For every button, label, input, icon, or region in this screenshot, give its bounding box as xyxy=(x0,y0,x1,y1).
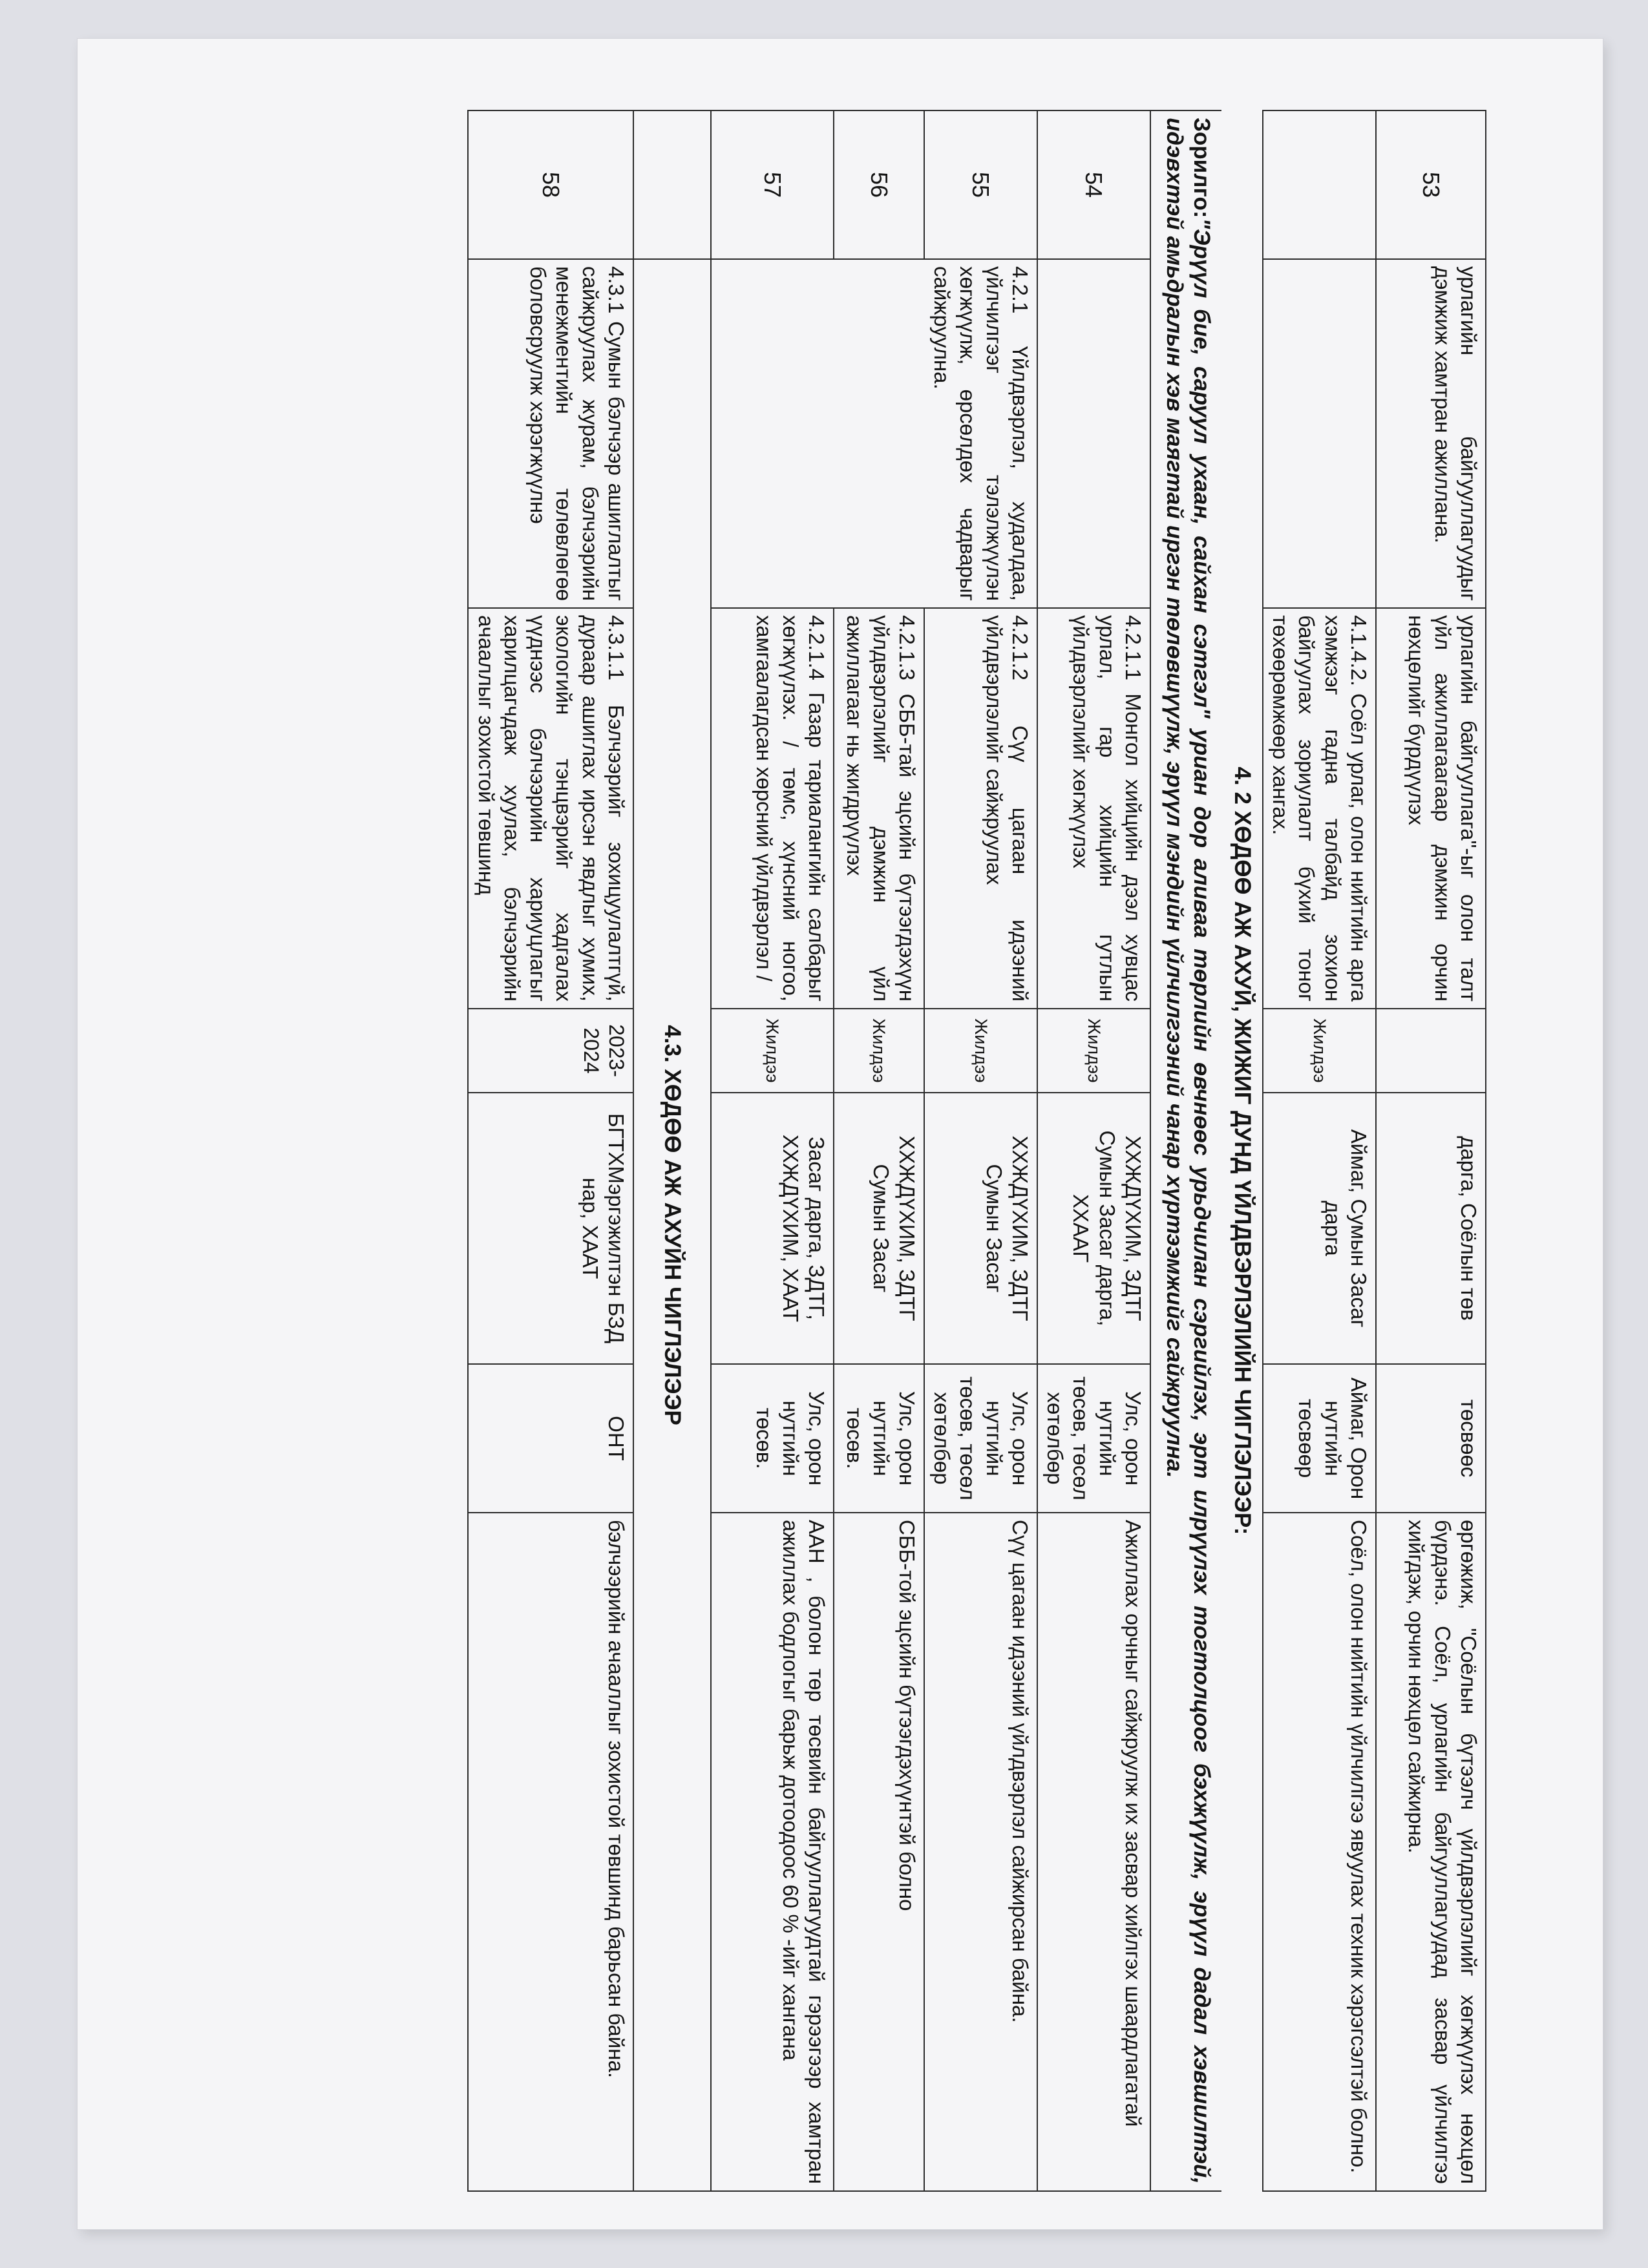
budget-cell: Улс, орон нутгийн төсөв, төсөл хөтөлбөр xyxy=(924,1364,1037,1513)
row-number: 58 xyxy=(468,110,633,259)
goal-row xyxy=(1150,110,1221,2191)
row-number: 54 xyxy=(1037,110,1150,259)
period-cell: 2023-2024 xyxy=(468,1009,633,1093)
result-cell: СББ-той эцсийн бүтээгдэхүүнтэй болно xyxy=(834,1513,924,2191)
budget-cell: Улс, орон нутгийн төсөв. xyxy=(834,1364,924,1513)
measure-cell: 4.2.1.3 СББ-тай эцсийн бүтээгдэхүүн үйлдвэрлэлийг дэмжин үйл ажиллагааг нь жигдрүүлэх xyxy=(834,608,924,1009)
activity-cell: 4.3.1 Сумын бэлчээр ашиглалтыг сайжруулах журам, бэлчээрийн менежментийн төлөвлөгөө боловсруулж хэрэгжүүлнэ xyxy=(468,259,633,608)
table-row-53b xyxy=(1263,110,1376,2191)
period-cell: Жилдээ xyxy=(924,1009,1037,1093)
section-42-title: 4. 2 ХӨДӨӨ АЖ АХУЙ, ЖИЖИГ ДУНД ҮЙЛДВЭРЛЭЛИЙН ЧИГЛЭЛЭЭР: xyxy=(1230,766,1255,1535)
measure-cell: урлагийн байгууллага"-ыг олон талт үйл ажиллагаагаар дэмжин орчин нөхцөлийг бүрдүүлэх xyxy=(1376,608,1486,1009)
budget-cell: төсвөөс xyxy=(1376,1364,1486,1513)
responsible-cell: дарга, Соёлын төв xyxy=(1376,1093,1486,1364)
measure-cell: 4.1.4.2. Соёл урлаг, олон нийтийн арга хэмжээг гадна талбайд зохион байгуулах зориулалт бүхий тоног төхөөрөмжөөр хангах. xyxy=(1263,608,1376,1009)
budget-cell: Аймаг, Орон нутгийн төсвөөр xyxy=(1263,1364,1376,1513)
table-row-54 xyxy=(1037,110,1150,2191)
section-heading-row xyxy=(1221,110,1263,2191)
activity-cell xyxy=(1037,259,1150,608)
measure-cell: 4.2.1.2 Сүү цагаан идээний үйлдвэрлэлийг сайжруулах xyxy=(924,608,1037,1009)
period-cell xyxy=(1376,1009,1486,1093)
measure-cell: 4.2.1.1 Монгол хийцийн дээл хувцас урлал, гар хийцийн гутлын үйлдвэрлэлийг хөгжүүлэх xyxy=(1037,608,1150,1009)
row-number: 55 xyxy=(924,110,1037,259)
responsible-cell: БГТХМэргэжилтэн БЗД нар, ХААТ xyxy=(468,1093,633,1364)
activity-cell xyxy=(1263,259,1376,608)
responsible-cell: Аймаг, Сумын Засаг дарга xyxy=(1263,1093,1376,1364)
responsible-cell: Засаг дарга, ЗДТГ, ХХЖДҮХИМ, ХААТ xyxy=(711,1093,834,1364)
row-number: 53 xyxy=(1376,110,1486,259)
period-cell: Жилдээ xyxy=(1037,1009,1150,1093)
table-row-55 xyxy=(924,110,1037,2191)
measure-cell: 4.2.1.4 Газар тариалангийн салбарыг хөгжүүлэх. / төмс, хүнсний ногоо, хамгаалагдсан хөрсний үйлдвэрлэл / xyxy=(711,608,834,1009)
period-cell: Жилдээ xyxy=(711,1009,834,1093)
responsible-cell: ХХЖДҮХИМ, ЗДТГ Сумын Засаг xyxy=(924,1093,1037,1364)
responsible-cell: ХХЖДҮХИМ, ЗДТГ Сумын Засаг xyxy=(834,1093,924,1364)
row-number xyxy=(1263,110,1376,259)
row-number: 57 xyxy=(711,110,834,259)
section-heading-row xyxy=(633,110,711,2191)
table-row-58 xyxy=(468,110,633,2191)
result-cell: Ажиллах орчныг сайжруулж их засвар хийлгэх шаардлагатай xyxy=(1037,1513,1150,2191)
period-cell: Жилдээ xyxy=(834,1009,924,1093)
goal-label: Зорилго: xyxy=(1189,118,1215,218)
activity-cell: урлагийн байгууллагуудыг дэмжиж хамтран ажиллана. xyxy=(1376,259,1486,608)
goal-text: "Эрүүл бие, саруул ухаан, сайхан сэтгэл" уриан дор аливаа төрлийн өвчнөөс урьдчилан сэргийлэх, эрт илрүүлэх тогтолцоог бэхжүүлж, эрүүл дадал хэвшилтэй, идэвхтэй амьдралын хэв маягтай иргэн төлөвшүүлж, эрүүл мэндийн үйлчилгээний чанар хүртээмжийг сайжруулна. xyxy=(1161,118,1215,2184)
section-42-goal xyxy=(1150,110,1221,2191)
period-cell: Жилдээ xyxy=(1263,1009,1376,1093)
blank-cell xyxy=(633,110,711,259)
activity-cell: 4.2.1 Үйлдвэрлэл, худалдаа, үйлчилгээг тэлэлжүүлэн хөгжүүлж, өрсөлдөх чадварыг сайжруулна. xyxy=(711,259,1037,608)
plan-table xyxy=(467,110,1486,2192)
result-cell: бэлчээрийн ачааллыг зохистой төвшинд барьсан байна. xyxy=(468,1513,633,2191)
section-43-title: 4.3. ХӨДӨӨ АЖ АХУЙН ЧИГЛЭЛЭЭР xyxy=(633,259,711,2191)
result-cell: Соёл, олон нийтийн үйлчилгээ явуулах техник хэрэгсэлтэй болно. xyxy=(1263,1513,1376,2191)
budget-cell: ОНТ xyxy=(468,1364,633,1513)
result-cell: ААН , болон төр төсвийн байгууллагуудтай гэрээгээр хамтран ажиллах бодлогыг барьж дотоодоос 60 % -ийг хангана xyxy=(711,1513,834,2191)
result-cell: Сүү цагаан идээний үйлдвэрлэл сайжирсан байна. xyxy=(924,1513,1037,2191)
budget-cell: Улс, орон нутгийн төсөв, төсөл хөтөлбөр xyxy=(1037,1364,1150,1513)
result-cell: өргөжиж, "Соёлын бүтээлч үйлдвэрлэлийг хөгжүүлэх нөхцөл бүрдэнэ. Соёл, урлагийн байгууллагуудад засвар үйлчилгээ хийгдэж, орчин нөхцөл сайжирна. xyxy=(1376,1513,1486,2191)
measure-cell: 4.3.1.1 Бэлчээрийг зохицуулалтгүй, дураар ашиглах ирсэн явдлыг хумих, экологийн тэнцвэрийг хадгалах үүднээс бэлчээрийн хариуцлагыг харилцагчдаж хуулах, бэлчээрийн ачааллыг зохистой төвшинд xyxy=(468,608,633,1009)
table-row-53 xyxy=(1376,110,1486,2191)
responsible-cell: ХХЖДҮХИМ, ЗДТГ Сумын Засаг дарга, ХХААГ xyxy=(1037,1093,1150,1364)
row-number: 56 xyxy=(834,110,924,259)
rotated-document xyxy=(220,110,1486,2190)
budget-cell: Улс, орон нутгийн төсөв. xyxy=(711,1364,834,1513)
